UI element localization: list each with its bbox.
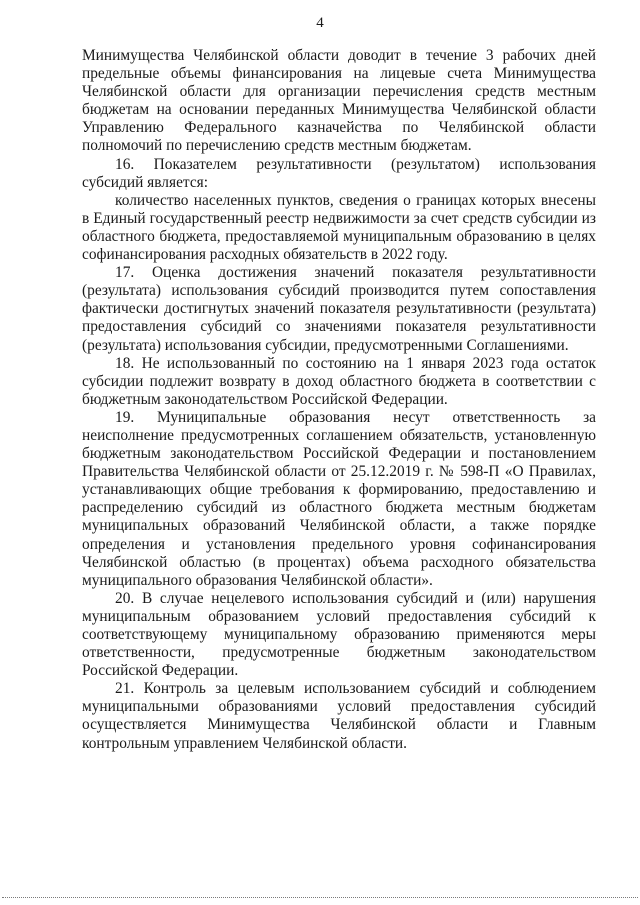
document-body [82, 47, 596, 753]
paragraph-16: 16. Показателем результативности (результатом) использования субсидий является: [82, 155, 596, 191]
footer-dotted-rule [2, 897, 638, 898]
paragraph-18: 18. Не использованный по состоянию на 1 января 2023 года остаток субсидии подлежит возврату в доход областного бюджета в соответствии с бюджетным законодательством Российской Федерации. [82, 354, 596, 408]
paragraph-16-indicator: количество населенных пунктов, сведения о границах которых внесены в Единый государственный реестр недвижимости за счет средств субсидии из областного бюджета, предоставляемой муниципальным образованию в целях софинансирования расходных обязательств в 2022 году. [82, 191, 596, 264]
paragraph-17: 17. Оценка достижения значений показателя результативности (результата) использования субсидий производится путем сопоставления фактически достигнутых значений показателя результативности (результата) предоставления субсидий со значениями показателя результативности (результата) использования субсидии, предусмотренными Соглашениями. [82, 264, 596, 354]
paragraph-21: 21. Контроль за целевым использованием субсидий и соблюдением муниципальными образованиями условий предоставления субсидий осуществляется Минимущества Челябинской области и Главным контрольным управлением Челябинской области. [82, 680, 596, 752]
page-number: 4 [316, 15, 324, 31]
paragraph-19: 19. Муниципальные образования несут ответственность за неисполнение предусмотренных соглашением обязательств, установленную бюджетным законодательством Российской Федерации и постановлением Правительства Челябинской области от 25.12.2019 г. № 598-П «О Правилах, устанавливающих общие требования к формированию, предоставлению и распределению субсидий из областного бюджета местным бюджетам муниципальных образований Челябинской области, а также порядке определения и установления предельного уровня софинансирования Челябинской областью (в процентах) объема расходного обязательства муниципального образования Челябинской области». [82, 408, 596, 589]
paragraph-20: 20. В случае нецелевого использования субсидий и (или) нарушения муниципальным образованием условий предоставления субсидий к соответствующему муниципальному образованию применяются меры ответственности, предусмотренные бюджетным законодательством Российской Федерации. [82, 589, 596, 680]
paragraph-continuation: Минимущества Челябинской области доводит в течение 3 рабочих дней предельные объемы финансирования на лицевые счета Минимущества Челябинской области для организации перечисления средств местным бюджетам на основании переданных Минимущества Челябинской области Управлению Федерального казначейства по Челябинской области полномочий по перечислению средств местным бюджетам. [82, 47, 596, 155]
